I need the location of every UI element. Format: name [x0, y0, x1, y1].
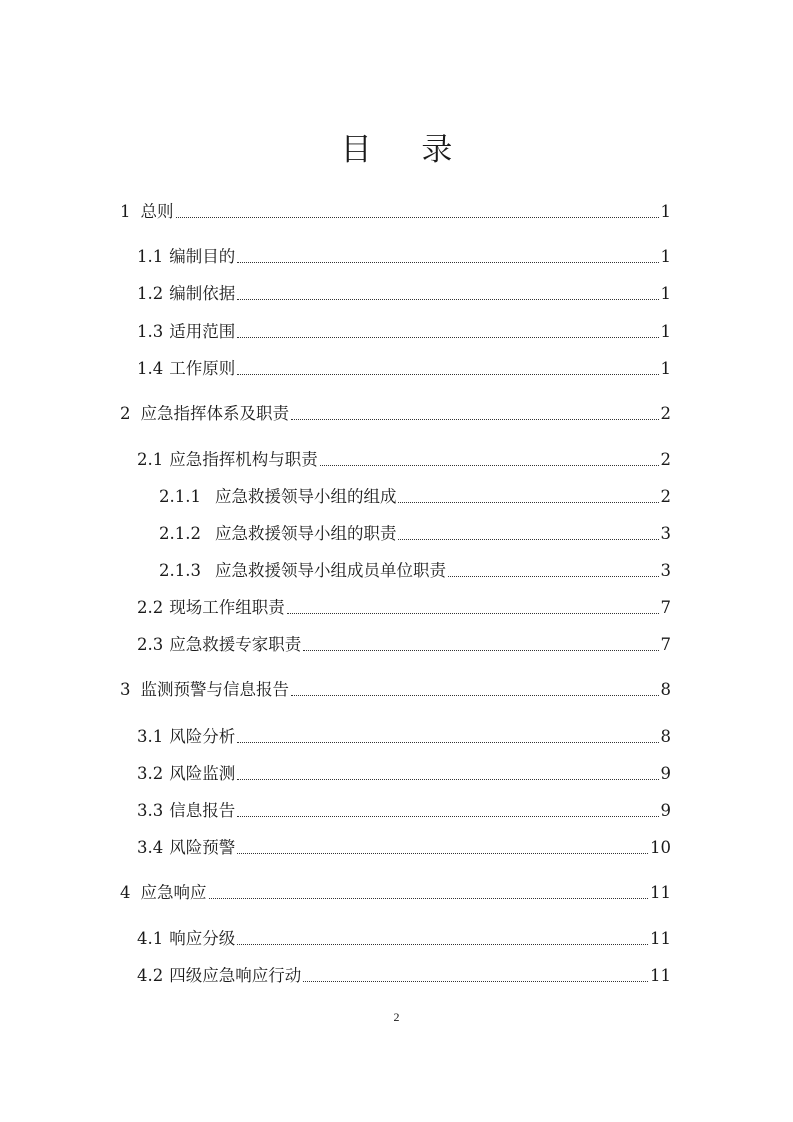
- toc-entry-page: 10: [650, 838, 671, 857]
- toc-dot-leader: [303, 981, 648, 982]
- toc-dot-leader: [398, 502, 658, 503]
- toc-entry-label: 编制依据: [169, 284, 236, 303]
- toc-dot-leader: [237, 944, 648, 945]
- toc-entry-2[interactable]: [120, 402, 671, 426]
- toc-entry-number: 3: [120, 680, 131, 699]
- toc-entry-1-2[interactable]: [137, 282, 671, 306]
- toc-dot-leader: [398, 539, 658, 540]
- toc-entry-2-1-1[interactable]: [159, 485, 671, 509]
- toc-entry-label: 四级应急响应行动: [169, 966, 302, 985]
- toc-entry-number: 1.2: [137, 284, 164, 303]
- toc-entry-number: 4.1: [137, 929, 164, 948]
- toc-entry-label: 应急救援领导小组的职责: [214, 524, 397, 543]
- toc-entry-4[interactable]: [120, 881, 671, 905]
- toc-entry-number: 3.2: [137, 764, 164, 783]
- toc-entry-page: 11: [650, 929, 671, 948]
- toc-entry-number: 1.3: [137, 322, 164, 341]
- toc-entry-2-1-3[interactable]: [159, 559, 671, 583]
- toc-dot-leader: [237, 262, 658, 263]
- toc-entry-number: 1.1: [137, 247, 164, 266]
- toc-entry-number: 2: [120, 404, 131, 423]
- toc-entry-number: 2.1.3: [159, 561, 201, 580]
- toc-entry-page: 8: [660, 680, 671, 699]
- toc-entry-label: 风险分析: [169, 727, 236, 746]
- toc-entry-3-2[interactable]: [137, 762, 671, 786]
- toc-entry-2-2[interactable]: [137, 596, 671, 620]
- toc-dot-leader: [237, 816, 658, 817]
- toc-entry-page: 8: [660, 727, 671, 746]
- toc-entry-label: 应急救援专家职责: [169, 635, 302, 654]
- toc-entry-label: 总则: [140, 202, 174, 221]
- toc-dot-leader: [237, 337, 658, 338]
- toc-entry-label: 应急指挥体系及职责: [140, 404, 289, 423]
- toc-entry-number: 3.4: [137, 838, 164, 857]
- toc-entry-page: 3: [660, 524, 671, 543]
- toc-entry-label: 应急救援领导小组的组成: [214, 487, 397, 506]
- toc-dot-leader: [209, 898, 649, 899]
- toc-entry-1-4[interactable]: [137, 357, 671, 381]
- toc-dot-leader: [303, 650, 658, 651]
- toc-dot-leader: [291, 695, 659, 696]
- toc-entry-number: 1: [120, 202, 131, 221]
- toc-entry-number: 4.2: [137, 966, 164, 985]
- toc-entry-label: 工作原则: [169, 359, 236, 378]
- toc-entry-page: 1: [660, 322, 671, 341]
- toc-entry-4-1[interactable]: [137, 927, 671, 951]
- toc-entry-3-4[interactable]: [137, 836, 671, 860]
- toc-entry-page: 7: [660, 598, 671, 617]
- toc-entry-page: 1: [660, 284, 671, 303]
- toc-entry-2-3[interactable]: [137, 633, 671, 657]
- toc-entry-number: 1.4: [137, 359, 164, 378]
- toc-dot-leader: [237, 374, 658, 375]
- toc-dot-leader: [237, 779, 658, 780]
- toc-entry-label: 适用范围: [169, 322, 236, 341]
- toc-entry-page: 7: [660, 635, 671, 654]
- toc-entry-number: 3.3: [137, 801, 164, 820]
- toc-entry-label: 应急救援领导小组成员单位职责: [214, 561, 446, 580]
- toc-dot-leader: [237, 853, 648, 854]
- toc-entry-label: 监测预警与信息报告: [140, 680, 289, 699]
- toc-entry-label: 响应分级: [169, 929, 236, 948]
- toc-entry-number: 2.3: [137, 635, 164, 654]
- toc-entry-1[interactable]: [120, 200, 671, 224]
- toc-entry-3-3[interactable]: [137, 799, 671, 823]
- toc-entry-page: 9: [660, 801, 671, 820]
- toc-entry-page: 2: [660, 404, 671, 423]
- toc-entry-1-1[interactable]: [137, 245, 671, 269]
- toc-entry-number: 2.1.2: [159, 524, 201, 543]
- toc-entry-page: 2: [660, 450, 671, 469]
- toc-entry-4-2[interactable]: [137, 964, 671, 988]
- toc-dot-leader: [291, 419, 659, 420]
- toc-entry-label: 编制目的: [169, 247, 236, 266]
- page-title: 目 录: [340, 132, 473, 168]
- toc-entry-label: 应急响应: [140, 883, 207, 902]
- toc-entry-number: 2.1.1: [159, 487, 201, 506]
- toc-entry-label: 风险预警: [169, 838, 236, 857]
- toc-dot-leader: [287, 613, 659, 614]
- toc-dot-leader: [448, 576, 659, 577]
- toc-entry-page: 1: [660, 247, 671, 266]
- toc-dot-leader: [237, 299, 658, 300]
- toc-entry-page: 11: [650, 966, 671, 985]
- toc-entry-label: 现场工作组职责: [169, 598, 285, 617]
- toc-entry-page: 3: [660, 561, 671, 580]
- toc-entry-2-1-2[interactable]: [159, 522, 671, 546]
- toc-dot-leader: [320, 465, 659, 466]
- toc-entry-label: 应急指挥机构与职责: [169, 450, 318, 469]
- toc-entry-page: 11: [650, 883, 671, 902]
- toc-entry-3[interactable]: [120, 678, 671, 702]
- toc-entry-number: 4: [120, 883, 131, 902]
- toc-entry-3-1[interactable]: [137, 725, 671, 749]
- toc-dot-leader: [176, 217, 659, 218]
- toc-dot-leader: [237, 742, 658, 743]
- page-number: 2: [393, 1010, 400, 1024]
- toc-entry-page: 1: [660, 359, 671, 378]
- toc-entry-1-3[interactable]: [137, 320, 671, 344]
- toc-entry-page: 1: [660, 202, 671, 221]
- toc-entry-number: 2.1: [137, 450, 164, 469]
- toc-entry-label: 风险监测: [169, 764, 236, 783]
- toc-entry-number: 3.1: [137, 727, 164, 746]
- toc-entry-page: 2: [660, 487, 671, 506]
- toc-entry-number: 2.2: [137, 598, 164, 617]
- toc-entry-page: 9: [660, 764, 671, 783]
- toc-entry-2-1[interactable]: [137, 448, 671, 472]
- toc-entry-label: 信息报告: [169, 801, 236, 820]
